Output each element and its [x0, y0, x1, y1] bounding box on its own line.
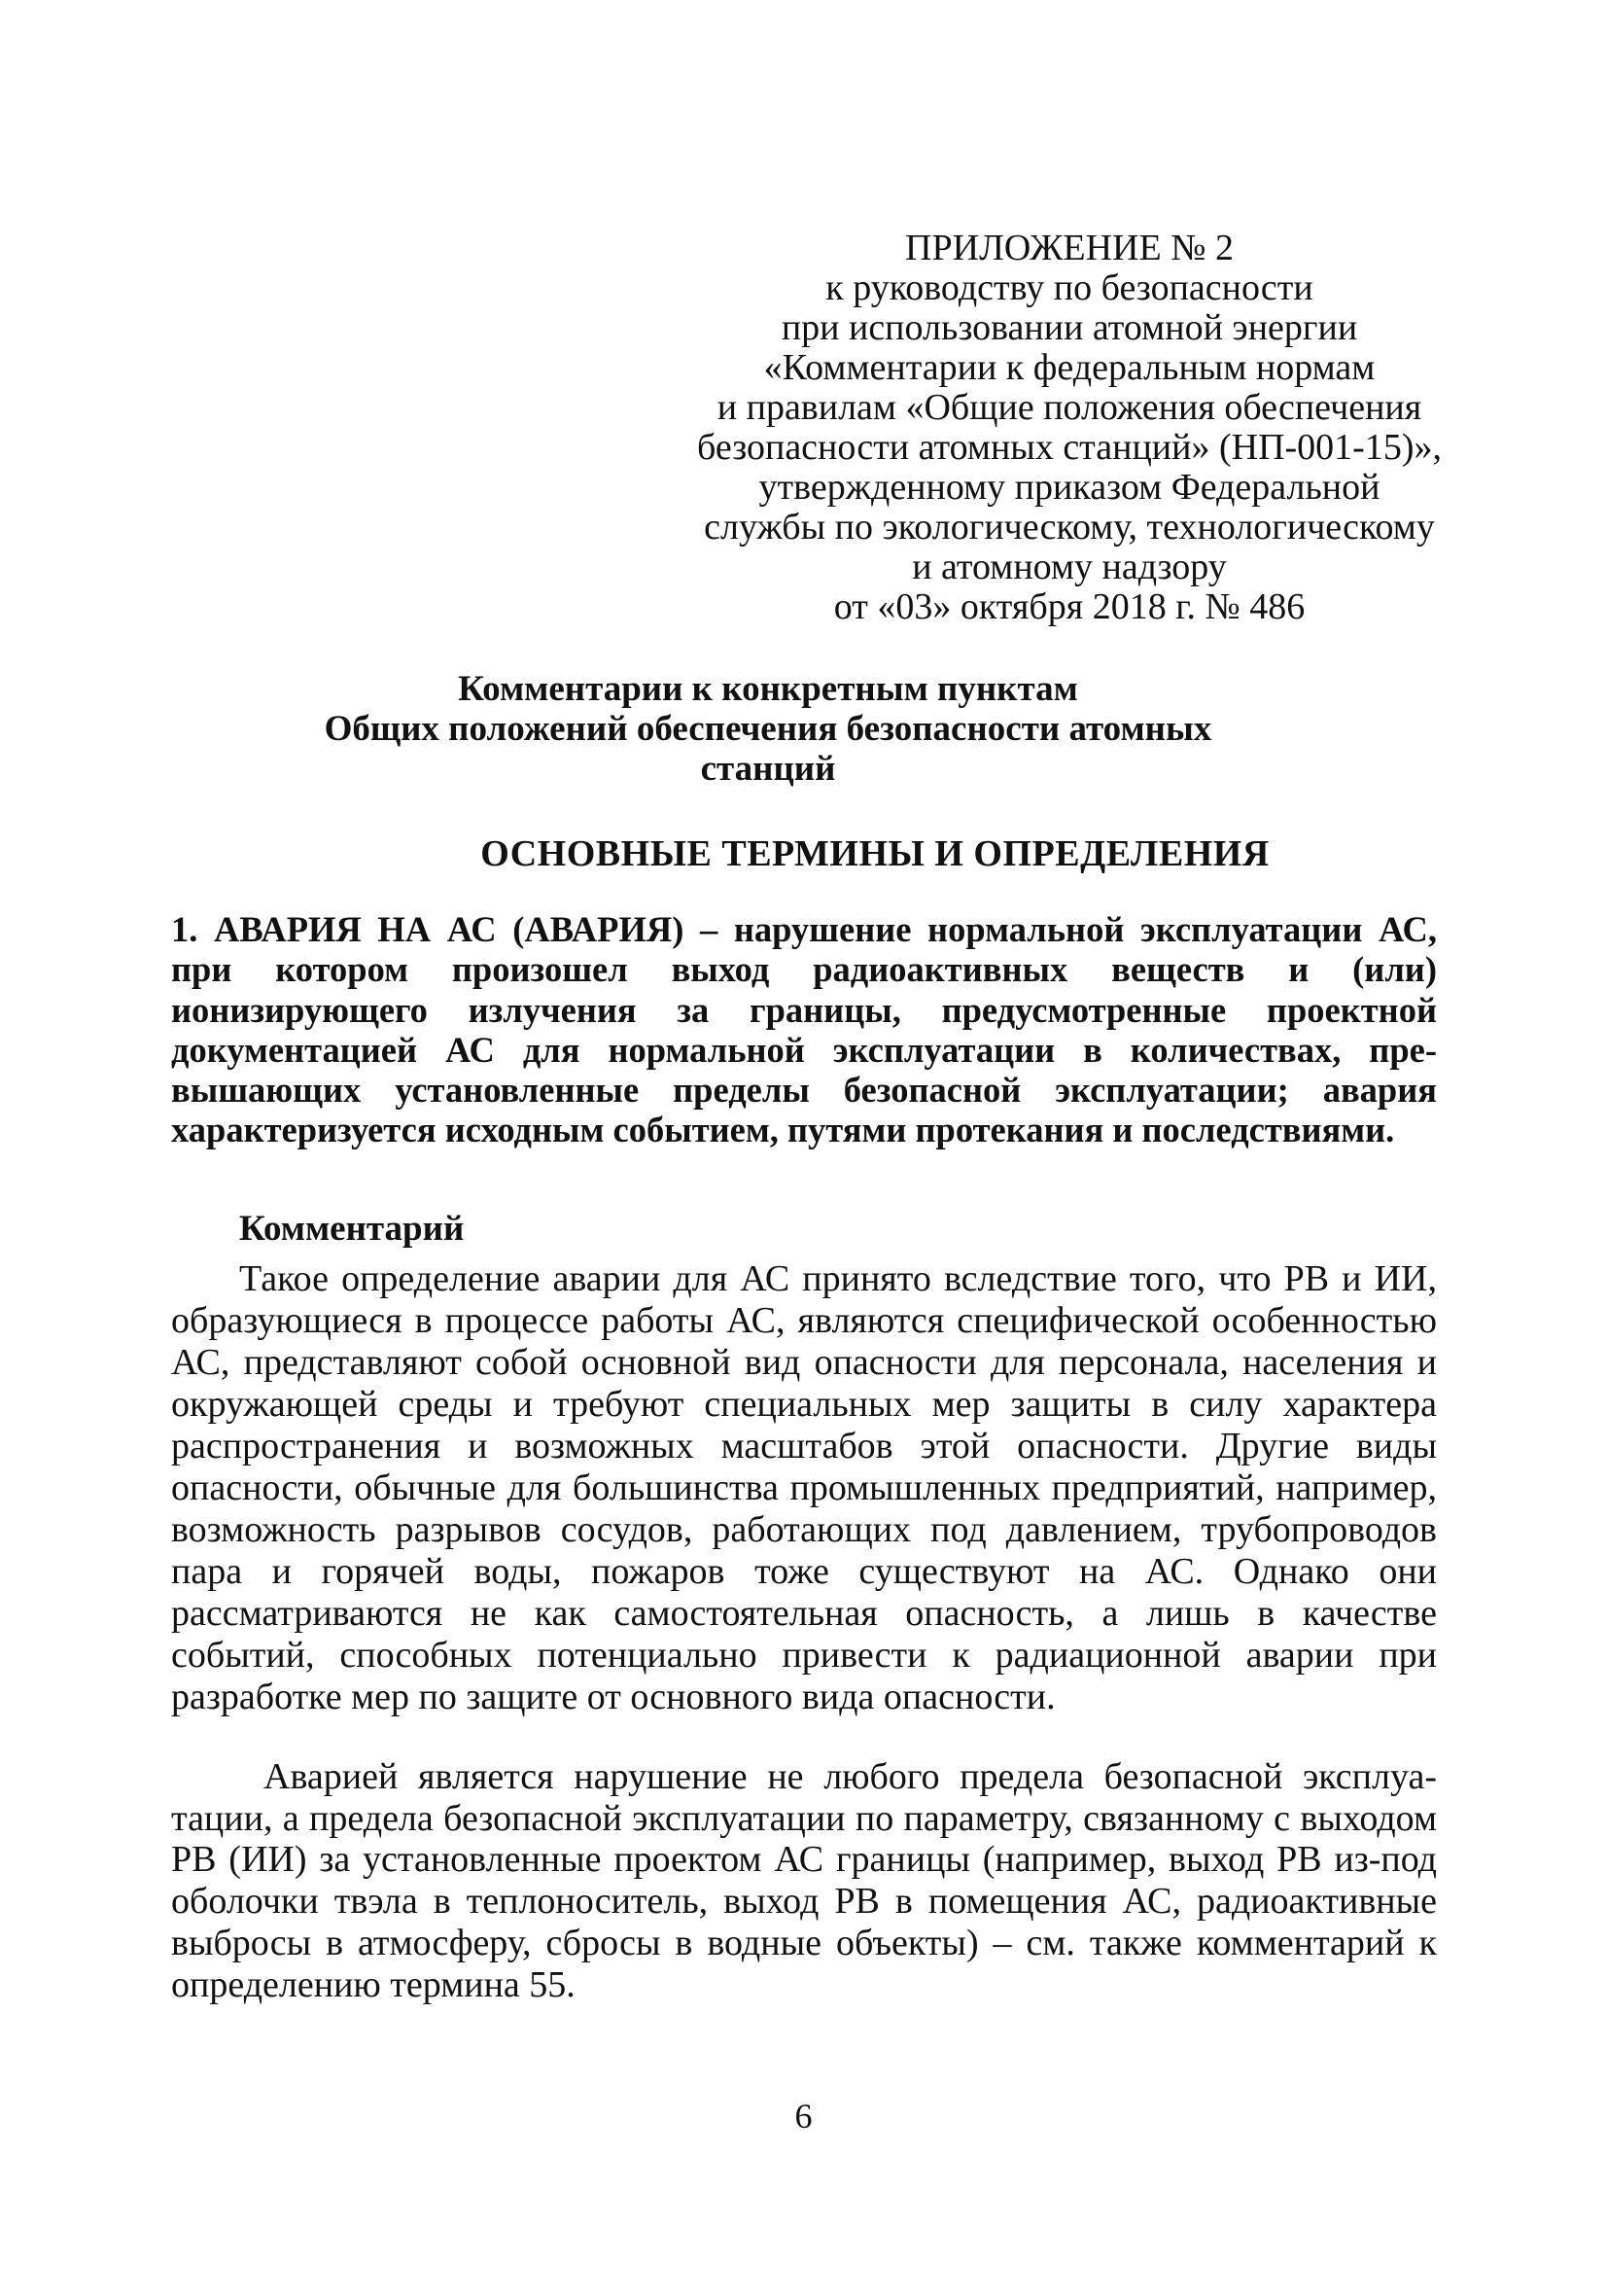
appendix-line: и правилам «Общие положения обеспечения — [716, 387, 1422, 428]
appendix-order-date: от «03» октября 2018 г. № 486 — [833, 586, 1306, 627]
appendix-number: ПРИЛОЖЕНИЕ № 2 — [905, 228, 1234, 268]
heading-line: Общих положений обеспечения безопасности атомных — [324, 709, 1212, 749]
appendix-line: «Комментарии к федеральным нормам — [763, 347, 1376, 388]
appendix-line: и атомному надзору — [912, 547, 1227, 587]
term-definition: 1. АВАРИЯ НА АС (АВАРИЯ) – нарушение нормальной эксплуатации АС, при котором произошел выход радиоактивных веществ и (или) ионизирующего излучения за границы, предусмотренные проектной документацией АС для нормальной эксплуатации в количествах, превышающих установленные пределы безопасной эксплуатации; авария характеризуется исходным событием, путями протекания и последствиями. — [171, 909, 1437, 1150]
appendix-line: службы по экологическому, технологическому — [704, 507, 1435, 548]
page-number: 6 — [794, 2097, 813, 2136]
comment-paragraph: Такое определение аварии для АС принято вследствие того, что РВ и ИИ, образующиеся в процессе работы АС, являются специфической особенностью АС, представляют собой основной вид опасности для персонала, населения и окружающей среды и требуют специальных мер защиты в силу характера распространения и возможных масштабов этой опасности. Другие виды опасности, обычные для большинства промышленных предприятий, например, возможность разрывов сосудов, работающих под давлением, трубопроводов пара и горячей воды, пожаров тоже существуют на АС. Однако они рассматриваются не как самостоятельная опасность, а лишь в качестве событий, способных потенциально привести к радиационной аварии при разработке мер по защите от основного вида опасности. — [171, 1258, 1437, 1717]
comment-paragraph: Аварией является нарушение не любого предела безопасной эксплуатации, а предела безопасной эксплуатации по параметру, связанному с выходом РВ (ИИ) за установленные проектом АС границы (например, выход РВ из-под оболочки твэла в теплоноситель, выход РВ в помещения АС, радиоактивные выбросы в атмосферу, сбросы в водные объекты) – см. также комментарий к определению термина 55. — [171, 1756, 1437, 2005]
appendix-line: к руководству по безопасности — [825, 267, 1313, 308]
appendix-line: утвержденному приказом Федеральной — [758, 467, 1380, 508]
heading-line: Комментарии к конкретным пунктам — [458, 669, 1078, 709]
section-title: ОСНОВНЫЕ ТЕРМИНЫ И ОПРЕДЕЛЕНИЯ — [480, 833, 1270, 874]
appendix-line: при использовании атомной энергии — [781, 307, 1358, 348]
appendix-line: безопасности атомных станций» (НП-001-15)», — [697, 427, 1442, 468]
heading-line: станций — [700, 749, 836, 789]
appendix-header — [583, 229, 1555, 627]
comment-label: Комментарий — [239, 1209, 465, 1249]
document-heading — [194, 669, 1342, 789]
